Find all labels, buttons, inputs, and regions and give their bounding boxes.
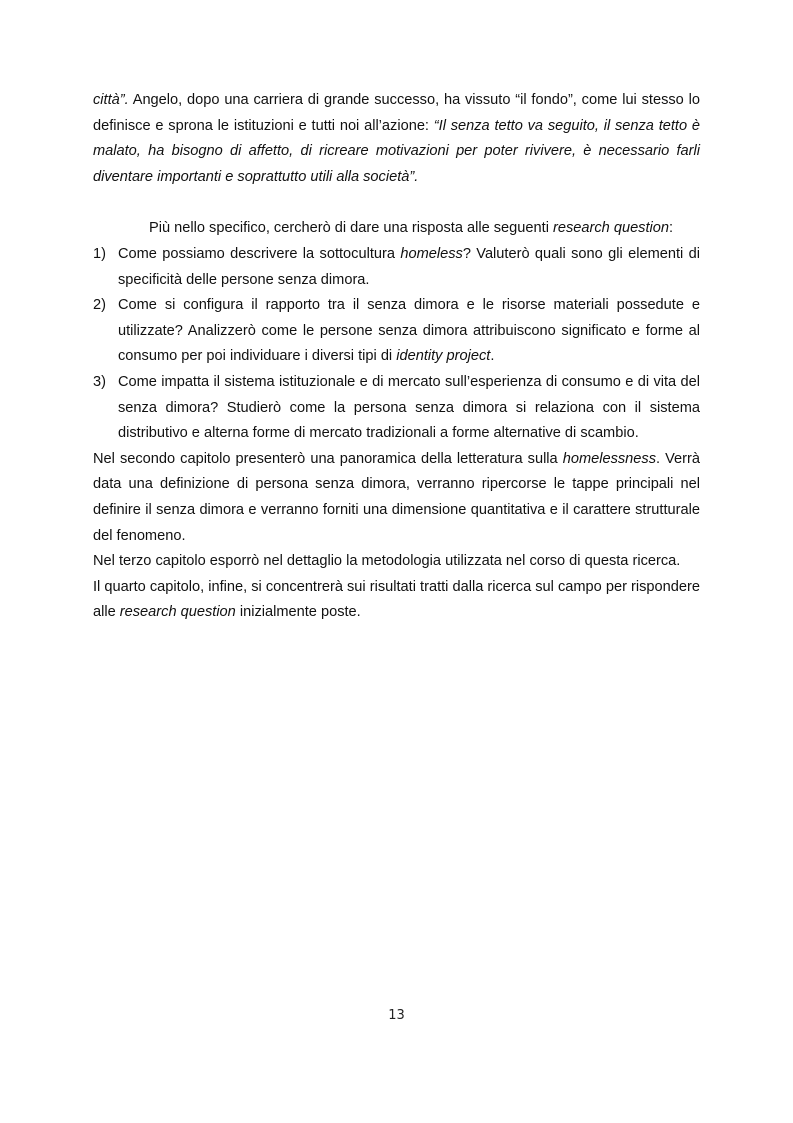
list-item xyxy=(93,370,700,447)
list-item-text: Come impatta il sistema istituzionale e di mercato sull’esperienza di consumo e di vita del senza dimora? Studierò come la persona senza dimora si relaziona con il sistema distributivo e alterna forme di mercato tradizionali a forme alternative di scambio. xyxy=(118,373,700,442)
paragraph-chapter-3: Nel terzo capitolo esporrò nel dettaglio la metodologia utilizzata nel corso di questa ricerca. xyxy=(93,553,681,570)
paragraph-chapter-4 xyxy=(93,575,700,626)
list-item-text: Come possiamo descrivere la sottocultura xyxy=(118,245,401,262)
list-item-italic: identity project xyxy=(396,348,491,365)
intro-text: Più nello specifico, cercherò di dare una risposta alle seguenti xyxy=(149,220,553,237)
chapter2-text: Nel secondo capitolo presenterò una panoramica della letteratura sulla xyxy=(93,450,563,467)
list-item-text-end: . xyxy=(490,348,495,365)
list-item xyxy=(93,293,700,370)
list-item-text: Come si configura il rapporto tra il senza dimora e le risorse materiali possedute e utilizzate? Analizzerò come le persone senza dimora attribuiscono significato e forme al consumo per poi individuare i diversi tipi di xyxy=(118,297,700,365)
intro-end: : xyxy=(669,220,674,237)
chapter2-text-end: . Verrà data una definizione di persona senza dimora, verranno ripercorse le tappe principali nel definire il senza dimora e verranno forniti una dimensione quantitativa e il carattere strutturale del fenomeno. xyxy=(93,450,700,544)
list-item xyxy=(93,242,700,293)
list-item-number: 2) xyxy=(93,297,106,314)
list-item-italic: homeless xyxy=(400,245,463,262)
paragraph-chapter-2 xyxy=(93,447,700,549)
document-body xyxy=(93,88,700,626)
page-number: 13 xyxy=(388,1008,405,1023)
paragraph-angelo-text: Angelo, dopo una carriera di grande successo, ha vissuto “il fondo”, come lui stesso lo definisce e sprona le istituzioni e tutti noi all’azione: xyxy=(93,92,700,134)
list-item-text-end: ? Valuterò quali sono gli elementi di specificità delle persone senza dimora. xyxy=(118,245,700,288)
chapter4-text-end: inizialmente poste. xyxy=(235,604,361,621)
list-item-number: 1) xyxy=(93,245,106,262)
chapter4-italic: research question xyxy=(119,604,236,621)
intro-italic: research question xyxy=(553,220,670,237)
angelo-quote: “Il senza tetto va seguito, il senza tetto è malato, ha bisogno di affetto, di ricreare motivazioni per poter rivivere, è necessario farli diventare importanti e soprattutto utili alla società”. xyxy=(93,117,700,185)
paragraph-angelo xyxy=(93,88,700,190)
italic-citta: città”. xyxy=(93,92,129,108)
list-item-number: 3) xyxy=(93,373,106,390)
chapter4-text: Il quarto capitolo, infine, si concentrerà sui risultati tratti dalla ricerca sul campo per rispondere alle xyxy=(93,578,700,621)
research-question-list xyxy=(93,242,700,447)
chapter2-italic: homelessness xyxy=(562,450,657,467)
research-question-intro xyxy=(93,216,700,242)
